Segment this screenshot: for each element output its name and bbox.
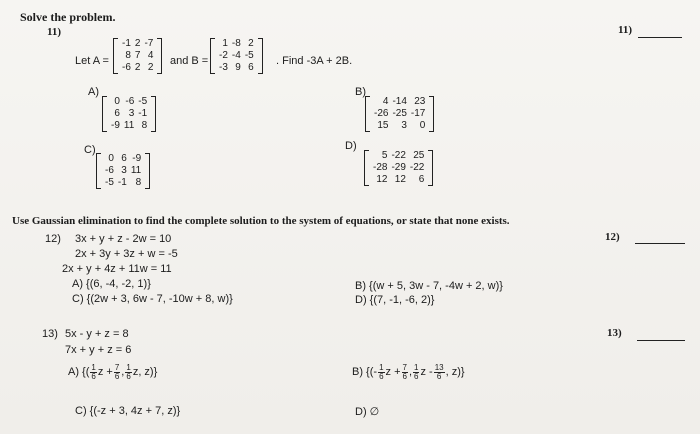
q13-answer-blank	[637, 340, 685, 341]
q13-option-d: D) ∅	[355, 406, 380, 418]
matrix-a	[113, 38, 162, 74]
option-b-matrix	[365, 96, 434, 132]
q11-and-b: and B =	[170, 55, 209, 67]
option-b-matrix-cell: 4	[382, 96, 389, 107]
q12-number: 12)	[45, 233, 61, 245]
option-c-matrix-cell: 6	[121, 153, 127, 164]
option-b-matrix-row	[372, 96, 427, 108]
matrix-b-row	[217, 50, 256, 62]
q12-equation-1: 3x + y + z - 2w = 10	[75, 233, 172, 245]
q11-option-c-label: C)	[84, 144, 96, 156]
option-d-matrix-cell: -29	[391, 162, 406, 173]
matrix-b-row	[217, 62, 256, 74]
q13-number: 13)	[42, 328, 58, 340]
matrix-a-cell: 2	[134, 38, 141, 49]
option-b-matrix-row	[372, 120, 427, 132]
option-c-matrix-cell: -9	[132, 153, 142, 164]
option-a-matrix-cell: 3	[128, 108, 135, 119]
q13-equation-1: 5x - y + z = 8	[65, 328, 129, 340]
option-a-matrix-cell: -1	[138, 108, 148, 119]
q13-number-right: 13)	[607, 327, 622, 339]
option-c-matrix-cell: 8	[135, 177, 142, 188]
option-c-matrix-cell: -6	[105, 165, 114, 176]
matrix-b-cell: -8	[231, 38, 241, 49]
option-d-matrix-cell: 5	[381, 150, 388, 161]
option-c-matrix-cell: 0	[108, 153, 114, 164]
option-c-matrix-cell: 3	[121, 165, 127, 176]
option-c-matrix	[96, 153, 150, 189]
matrix-a-cell: -6	[122, 62, 131, 73]
matrix-a-cell: -7	[144, 38, 154, 49]
option-d-matrix-cell: 12	[376, 174, 388, 185]
option-c-matrix-cell: 11	[130, 165, 142, 176]
option-d-matrix-cell: -28	[373, 162, 388, 173]
option-a-matrix-cell: -6	[125, 96, 135, 107]
matrix-a-cell: 4	[147, 50, 154, 61]
matrix-b-cell: 2	[248, 38, 254, 49]
matrix-b	[210, 38, 263, 74]
option-a-matrix-cell: -9	[111, 120, 120, 131]
q12-equation-3: 2x + y + 4z + 11w = 11	[62, 263, 172, 275]
matrix-b-row	[217, 38, 256, 50]
option-d-matrix-row	[371, 150, 426, 162]
q11-option-b-label: B)	[355, 86, 366, 98]
option-c-matrix-row	[103, 165, 143, 177]
q11-number: 11)	[47, 26, 62, 38]
option-b-matrix-cell: 15	[377, 120, 389, 131]
option-d-matrix-row	[371, 162, 426, 174]
option-b-matrix-cell: -17	[410, 108, 426, 119]
gaussian-instruction: Use Gaussian elimination to find the complete solution to the system of equations, or state that none exists.	[12, 215, 510, 227]
q11-number-right: 11)	[618, 24, 633, 36]
option-b-matrix-row	[372, 108, 427, 120]
matrix-a-cell: -1	[122, 38, 131, 49]
option-a-matrix-row	[109, 108, 149, 120]
option-c-matrix-row	[103, 177, 143, 189]
q12-option-d: D) {(7, -1, -6, 2)}	[355, 294, 435, 306]
instruction-heading: Solve the problem.	[20, 10, 116, 24]
option-d-matrix-cell: 25	[413, 150, 425, 161]
option-b-matrix-cell: 23	[414, 96, 426, 107]
q11-let-a: Let A =	[75, 55, 109, 67]
option-d-matrix-cell: 6	[418, 174, 425, 185]
q12-answer-blank	[635, 243, 685, 244]
option-d-matrix	[364, 150, 433, 186]
matrix-b-cell: -3	[219, 62, 228, 73]
matrix-a-cell: 2	[134, 62, 141, 73]
matrix-b-cell: 1	[222, 38, 228, 49]
matrix-a-cell: 7	[134, 50, 141, 61]
q12-option-a: A) {(6, -4, -2, 1)}	[72, 278, 151, 290]
option-b-matrix-cell: -14	[392, 96, 407, 107]
matrix-b-cell: -2	[219, 50, 228, 61]
q11-answer-blank	[638, 37, 682, 38]
q12-number-right: 12)	[605, 231, 620, 243]
matrix-b-cell: 9	[235, 62, 241, 73]
q13-equation-2: 7x + y + z = 6	[65, 344, 132, 356]
option-d-matrix-cell: -22	[409, 162, 425, 173]
option-a-matrix-cell: 11	[123, 120, 135, 131]
q11-find: . Find -3A + 2B.	[276, 55, 353, 67]
matrix-a-cell: 8	[125, 50, 131, 61]
matrix-b-cell: 6	[248, 62, 254, 73]
q13-option-c: C) {(-z + 3, 4z + 7, z)}	[75, 405, 181, 417]
q11-option-a-label: A)	[88, 86, 99, 98]
option-b-matrix-cell: -26	[374, 108, 389, 119]
matrix-a-cell: 2	[147, 62, 154, 73]
option-a-matrix-cell: 0	[114, 96, 120, 107]
option-a-matrix-cell: -5	[138, 96, 148, 107]
q13-option-a: A) {( $\frac{1}{6}$ z + $\frac{7}{6}$ , $\frac{1}{6}$ z, z)}	[68, 362, 158, 381]
option-d-matrix-cell: -22	[391, 150, 406, 161]
option-d-matrix-row	[371, 174, 426, 186]
matrix-b-cell: -5	[244, 50, 254, 61]
option-a-matrix-cell: 8	[141, 120, 148, 131]
q11-option-d-label: D)	[345, 140, 357, 152]
option-c-matrix-cell: -1	[117, 177, 127, 188]
option-b-matrix-cell: -25	[392, 108, 407, 119]
q12-option-b: B) {(w + 5, 3w - 7, -4w + 2, w)}	[355, 280, 503, 292]
option-a-matrix-row	[109, 96, 149, 108]
q13-option-b: B) {(- $\frac{1}{6}$ z + $\frac{7}{6}$ , $\frac{1}{6}$ z - $\frac{13}{6}$ , z)}	[352, 362, 465, 381]
option-b-matrix-cell: 0	[419, 120, 426, 131]
option-a-matrix-row	[109, 120, 149, 132]
option-b-matrix-cell: 3	[401, 120, 407, 131]
option-d-matrix-cell: 12	[394, 174, 406, 185]
option-a-matrix	[102, 96, 156, 132]
q12-option-c: C) {(2w + 3, 6w - 7, -10w + 8, w)}	[72, 293, 233, 305]
matrix-a-row	[120, 38, 155, 50]
option-c-matrix-row	[103, 153, 143, 165]
q12-equation-2: 2x + 3y + 3z + w = -5	[75, 248, 178, 260]
matrix-b-cell: -4	[231, 50, 241, 61]
option-c-matrix-cell: -5	[105, 177, 114, 188]
option-a-matrix-cell: 6	[114, 108, 120, 119]
matrix-a-row	[120, 62, 155, 74]
matrix-a-row	[120, 50, 155, 62]
